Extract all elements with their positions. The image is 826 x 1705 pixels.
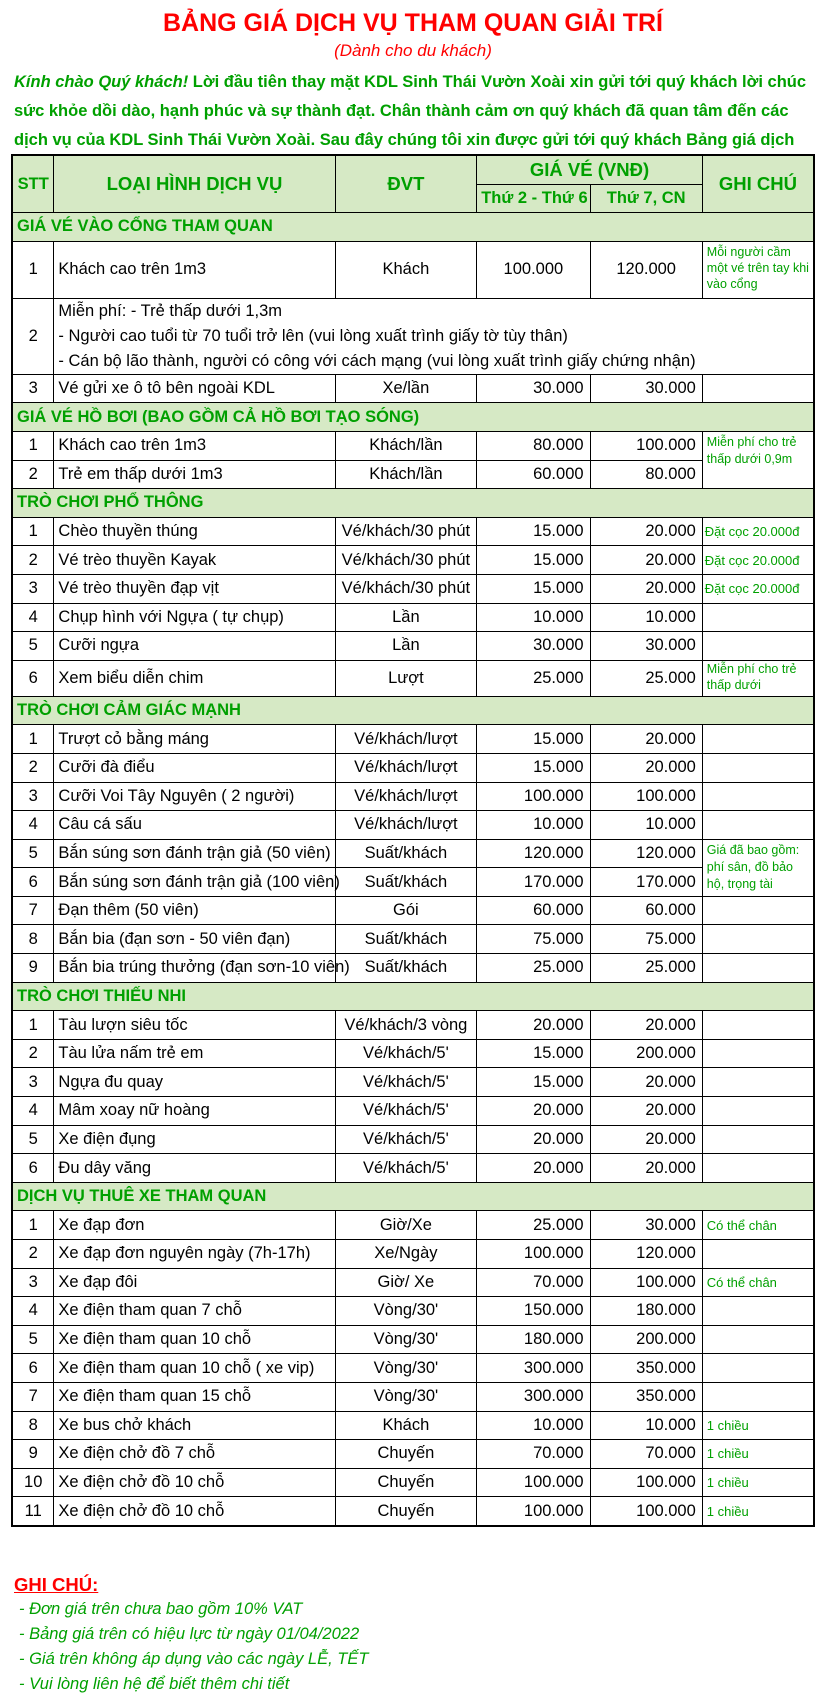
cell-weekday-price: 60.000	[477, 460, 590, 489]
section-row	[13, 1182, 814, 1211]
cell-stt: 1	[13, 1211, 54, 1240]
table-row	[13, 460, 814, 489]
table-row	[13, 1468, 814, 1497]
cell-unit: Xe/Ngày	[335, 1240, 477, 1269]
cell-service: Vé trèo thuyền Kayak	[54, 546, 335, 575]
cell-note: Có thể chân	[702, 1211, 813, 1240]
table-row	[13, 1039, 814, 1068]
cell-weekday-price: 100.000	[477, 241, 590, 298]
cell-service: Xe điện tham quan 7 chỗ	[54, 1297, 335, 1326]
cell-unit: Vé/khách/30 phút	[335, 517, 477, 546]
cell-note	[702, 374, 813, 403]
table-row	[13, 1354, 814, 1383]
table-row	[13, 241, 814, 298]
page-subtitle: (Dành cho du khách)	[334, 41, 492, 60]
cell-stt: 2	[13, 1039, 54, 1068]
price-table-container	[11, 154, 815, 1527]
cell-note	[702, 725, 813, 754]
header-price: GIÁ VÉ (VNĐ)	[477, 156, 703, 185]
table-row	[13, 374, 814, 403]
cell-note	[702, 1068, 813, 1097]
cell-unit: Vé/khách/30 phút	[335, 546, 477, 575]
footer-note-line: - Giá trên không áp dụng vào các ngày LỄ, TẾT	[19, 1650, 369, 1668]
cell-stt: 1	[13, 241, 54, 298]
cell-weekday-price: 150.000	[477, 1297, 590, 1326]
cell-weekday-price: 15.000	[477, 725, 590, 754]
cell-weekend-price: 25.000	[590, 954, 702, 983]
cell-weekday-price: 25.000	[477, 954, 590, 983]
cell-note	[702, 632, 813, 661]
table-row	[13, 1497, 814, 1526]
cell-unit: Chuyến	[335, 1497, 477, 1526]
page-title: BẢNG GIÁ DỊCH VỤ THAM QUAN GIẢI TRÍ	[163, 9, 663, 37]
cell-note	[702, 896, 813, 925]
table-row	[13, 1325, 814, 1354]
table-row	[13, 1268, 814, 1297]
section-title-kids: TRÒ CHƠI THIẾU NHI	[13, 982, 814, 1011]
cell-unit: Vé/khách/5'	[335, 1125, 477, 1154]
cell-weekend-price: 170.000	[590, 868, 702, 897]
cell-note	[702, 1154, 813, 1183]
cell-weekday-price: 180.000	[477, 1325, 590, 1354]
cell-note	[702, 603, 813, 632]
cell-unit: Vé/khách/lượt	[335, 782, 477, 811]
cell-service: Tàu lượn siêu tốc	[54, 1011, 335, 1040]
footer-heading: GHI CHÚ:	[14, 1574, 99, 1595]
cell-weekend-price: 120.000	[590, 1240, 702, 1269]
cell-weekday-price: 25.000	[477, 1211, 590, 1240]
cell-service: Bắn bia (đạn sơn - 50 viên đạn)	[54, 925, 335, 954]
cell-note	[702, 811, 813, 840]
cell-service: Đạn thêm (50 viên)	[54, 896, 335, 925]
table-row	[13, 925, 814, 954]
cell-weekday-price: 100.000	[477, 1497, 590, 1526]
cell-weekday-price: 170.000	[477, 868, 590, 897]
cell-weekend-price: 25.000	[590, 660, 702, 696]
cell-note	[702, 1382, 813, 1411]
cell-weekday-price: 30.000	[477, 632, 590, 661]
cell-weekend-price: 80.000	[590, 460, 702, 489]
table-row	[13, 517, 814, 546]
cell-unit: Giờ/Xe	[335, 1211, 477, 1240]
cell-stt: 5	[13, 1325, 54, 1354]
cell-stt: 4	[13, 811, 54, 840]
cell-weekend-price: 60.000	[590, 896, 702, 925]
cell-weekend-price: 20.000	[590, 1011, 702, 1040]
intro-greeting: Kính chào Quý khách!	[14, 73, 189, 91]
table-row	[13, 632, 814, 661]
cell-service: Cưỡi đà điểu	[54, 753, 335, 782]
table-row	[13, 1382, 814, 1411]
cell-stt: 6	[13, 660, 54, 696]
cell-weekday-price: 20.000	[477, 1097, 590, 1126]
cell-note: Mỗi người cầm một vé trên tay khi vào cổng	[702, 241, 813, 298]
cell-stt: 3	[13, 374, 54, 403]
cell-unit: Vé/khách/lượt	[335, 811, 477, 840]
cell-weekday-price: 120.000	[477, 839, 590, 868]
cell-service: Bắn súng sơn đánh trận giả (100 viên)	[54, 868, 335, 897]
cell-stt: 2	[13, 753, 54, 782]
cell-weekday-price: 100.000	[477, 1240, 590, 1269]
cell-stt: 9	[13, 954, 54, 983]
cell-weekend-price: 30.000	[590, 374, 702, 403]
table-row	[13, 1440, 814, 1469]
cell-unit: Khách	[335, 241, 477, 298]
cell-unit: Khách/lần	[335, 460, 477, 489]
cell-unit: Vòng/30'	[335, 1354, 477, 1383]
section-title-rental: DỊCH VỤ THUÊ XE THAM QUAN	[13, 1182, 814, 1211]
table-row	[13, 753, 814, 782]
table-row	[13, 1154, 814, 1183]
free-entry-line: - Cán bộ lão thành, người có công với cách mạng (vui lòng xuất trình giấy chứng nhận)	[58, 351, 696, 370]
header-service: LOẠI HÌNH DỊCH VỤ	[54, 156, 335, 213]
cell-service: Xe điện đụng	[54, 1125, 335, 1154]
cell-weekday-price: 100.000	[477, 1468, 590, 1497]
cell-weekend-price: 180.000	[590, 1297, 702, 1326]
price-table	[12, 155, 814, 1526]
cell-weekday-price: 15.000	[477, 1039, 590, 1068]
cell-service: Vé trèo thuyền đạp vịt	[54, 574, 335, 603]
cell-weekend-price: 20.000	[590, 753, 702, 782]
cell-weekend-price: 10.000	[590, 1411, 702, 1440]
cell-unit: Vòng/30'	[335, 1325, 477, 1354]
cell-service: Vé gửi xe ô tô bên ngoài KDL	[54, 374, 335, 403]
section-row	[13, 982, 814, 1011]
cell-weekend-price: 20.000	[590, 1097, 702, 1126]
cell-unit: Khách/lần	[335, 431, 477, 460]
cell-weekday-price: 300.000	[477, 1382, 590, 1411]
intro-paragraph	[14, 68, 814, 154]
cell-service: Chụp hình với Ngựa ( tự chụp)	[54, 603, 335, 632]
table-row	[13, 1211, 814, 1240]
cell-service: Bắn súng sơn đánh trận giả (50 viên)	[54, 839, 335, 868]
table-row	[13, 1068, 814, 1097]
cell-weekend-price: 20.000	[590, 574, 702, 603]
table-row	[13, 896, 814, 925]
cell-service: Xe đạp đơn nguyên ngày (7h-17h)	[54, 1240, 335, 1269]
cell-weekend-price: 70.000	[590, 1440, 702, 1469]
cell-unit: Vòng/30'	[335, 1382, 477, 1411]
table-row	[13, 1125, 814, 1154]
cell-unit: Giờ/ Xe	[335, 1268, 477, 1297]
table-row	[13, 1297, 814, 1326]
cell-note: Giá đã bao gồm: phí sân, đồ bảo hộ, trọng tài	[702, 839, 813, 896]
cell-unit: Vé/khách/3 vòng	[335, 1011, 477, 1040]
free-entry-line: - Người cao tuổi từ 70 tuổi trở lên (vui lòng xuất trình giấy tờ tùy thân)	[58, 326, 568, 345]
cell-weekday-price: 15.000	[477, 1068, 590, 1097]
cell-unit: Gói	[335, 896, 477, 925]
footer-note-line: - Bảng giá trên có hiệu lực từ ngày 01/04/2022	[19, 1625, 360, 1643]
cell-service: Xe điện chở đồ 10 chỗ	[54, 1497, 335, 1526]
table-row	[13, 546, 814, 575]
cell-note	[702, 1354, 813, 1383]
cell-weekday-price: 70.000	[477, 1440, 590, 1469]
section-title-thrill: TRÒ CHƠI CẢM GIÁC MẠNH	[13, 696, 814, 725]
cell-weekday-price: 20.000	[477, 1154, 590, 1183]
cell-note: Miễn phí cho trẻ thấp dưới 0,9m	[702, 431, 813, 488]
cell-weekend-price: 20.000	[590, 725, 702, 754]
cell-weekend-price: 75.000	[590, 925, 702, 954]
cell-service: Cưỡi Voi Tây Nguyên ( 2 người)	[54, 782, 335, 811]
cell-stt: 4	[13, 603, 54, 632]
cell-service: Trẻ em thấp dưới 1m3	[54, 460, 335, 489]
cell-service: Câu cá sấu	[54, 811, 335, 840]
cell-weekend-price: 120.000	[590, 839, 702, 868]
header-stt: STT	[13, 156, 54, 213]
cell-stt: 2	[13, 460, 54, 489]
cell-unit: Vé/khách/5'	[335, 1039, 477, 1068]
header-weekend: Thứ 7, CN	[590, 184, 702, 213]
cell-weekday-price: 15.000	[477, 546, 590, 575]
cell-stt: 1	[13, 1011, 54, 1040]
cell-weekday-price: 30.000	[477, 374, 590, 403]
cell-note: 1 chiều	[702, 1440, 813, 1469]
cell-note: 1 chiều	[702, 1411, 813, 1440]
section-title-pool: GIÁ VÉ HỒ BƠI (BAO GỒM CẢ HỒ BƠI TẠO SÓNG)	[13, 403, 814, 432]
cell-note: 1 chiều	[702, 1468, 813, 1497]
cell-stt: 3	[13, 782, 54, 811]
cell-unit: Vé/khách/5'	[335, 1068, 477, 1097]
cell-unit: Khách	[335, 1411, 477, 1440]
cell-service: Xe điện tham quan 15 chỗ	[54, 1382, 335, 1411]
cell-unit: Lần	[335, 603, 477, 632]
section-row	[13, 403, 814, 432]
table-row	[13, 298, 814, 374]
cell-service: Xe đạp đơn	[54, 1211, 335, 1240]
table-row	[13, 839, 814, 868]
cell-unit: Suất/khách	[335, 925, 477, 954]
cell-weekend-price: 120.000	[590, 241, 702, 298]
cell-weekday-price: 75.000	[477, 925, 590, 954]
header-note: GHI CHÚ	[702, 156, 813, 213]
table-row	[13, 811, 814, 840]
cell-weekday-price: 80.000	[477, 431, 590, 460]
cell-free-entry	[54, 298, 814, 374]
intro-body: Lời đầu tiên thay mặt KDL Sinh Thái Vườn Xoài xin gửi tới quý khách lời chúc sức khỏe dồi dào, hạnh phúc và sự thành đạt. Chân thành cảm ơn quý khách đã quan tâm đến các dịch vụ của KDL Sinh Thái Vườn Xoài. Sau đây chúng tôi xin được gửi tới quý khách Bảng giá dịch	[14, 73, 807, 149]
footer-note-line: - Đơn giá trên chưa bao gồm 10% VAT	[19, 1600, 303, 1618]
cell-note	[702, 954, 813, 983]
cell-service: Xe điện chở đồ 7 chỗ	[54, 1440, 335, 1469]
cell-note	[702, 753, 813, 782]
cell-stt: 7	[13, 896, 54, 925]
cell-note	[702, 1240, 813, 1269]
table-row	[13, 603, 814, 632]
cell-weekend-price: 100.000	[590, 1497, 702, 1526]
cell-weekend-price: 100.000	[590, 1268, 702, 1297]
cell-stt: 6	[13, 1154, 54, 1183]
cell-unit: Xe/lần	[335, 374, 477, 403]
cell-weekend-price: 20.000	[590, 1154, 702, 1183]
cell-weekday-price: 10.000	[477, 603, 590, 632]
cell-stt: 4	[13, 1297, 54, 1326]
cell-weekend-price: 350.000	[590, 1382, 702, 1411]
cell-stt: 1	[13, 431, 54, 460]
cell-weekday-price: 20.000	[477, 1125, 590, 1154]
cell-unit: Vé/khách/5'	[335, 1097, 477, 1126]
table-row	[13, 431, 814, 460]
section-title-gate: GIÁ VÉ VÀO CỔNG THAM QUAN	[13, 213, 814, 242]
cell-note	[702, 1325, 813, 1354]
table-row	[13, 574, 814, 603]
cell-weekend-price: 20.000	[590, 546, 702, 575]
cell-note	[702, 1011, 813, 1040]
cell-note	[702, 1097, 813, 1126]
cell-note: Đặt cọc 20.000đ	[702, 574, 813, 603]
cell-unit: Lần	[335, 632, 477, 661]
cell-weekend-price: 10.000	[590, 811, 702, 840]
cell-unit: Chuyến	[335, 1440, 477, 1469]
cell-weekday-price: 25.000	[477, 660, 590, 696]
cell-weekend-price: 100.000	[590, 1468, 702, 1497]
table-row	[13, 782, 814, 811]
cell-unit: Suất/khách	[335, 954, 477, 983]
cell-service: Đu dây văng	[54, 1154, 335, 1183]
cell-stt: 1	[13, 517, 54, 546]
table-row	[13, 725, 814, 754]
cell-unit: Vé/khách/lượt	[335, 753, 477, 782]
section-row	[13, 213, 814, 242]
table-row	[13, 954, 814, 983]
cell-stt: 2	[13, 1240, 54, 1269]
cell-unit: Suất/khách	[335, 839, 477, 868]
cell-stt: 6	[13, 868, 54, 897]
cell-service: Xe điện chở đồ 10 chỗ	[54, 1468, 335, 1497]
cell-stt: 2	[13, 546, 54, 575]
cell-unit: Vé/khách/30 phút	[335, 574, 477, 603]
cell-stt: 5	[13, 1125, 54, 1154]
cell-weekend-price: 100.000	[590, 782, 702, 811]
cell-service: Mâm xoay nữ hoàng	[54, 1097, 335, 1126]
footer-notes	[14, 1573, 814, 1697]
section-row	[13, 696, 814, 725]
cell-weekend-price: 200.000	[590, 1325, 702, 1354]
cell-weekday-price: 15.000	[477, 574, 590, 603]
cell-unit: Chuyến	[335, 1468, 477, 1497]
cell-service: Trượt cỏ bằng máng	[54, 725, 335, 754]
cell-note: Đặt cọc 20.000đ	[702, 546, 813, 575]
table-row	[13, 868, 814, 897]
cell-service: Xe đạp đôi	[54, 1268, 335, 1297]
cell-note	[702, 925, 813, 954]
cell-stt: 7	[13, 1382, 54, 1411]
table-row	[13, 660, 814, 696]
cell-weekend-price: 10.000	[590, 603, 702, 632]
cell-stt: 9	[13, 1440, 54, 1469]
cell-stt: 3	[13, 574, 54, 603]
cell-unit: Lượt	[335, 660, 477, 696]
cell-weekday-price: 100.000	[477, 782, 590, 811]
cell-note: Đặt cọc 20.000đ	[702, 517, 813, 546]
cell-note: Miễn phí cho trẻ thấp dưới	[702, 660, 813, 696]
footer-note-line: - Vui lòng liên hệ để biết thêm chi tiết	[19, 1675, 290, 1693]
cell-stt: 8	[13, 1411, 54, 1440]
cell-weekend-price: 350.000	[590, 1354, 702, 1383]
free-entry-line: Miễn phí: - Trẻ thấp dưới 1,3m	[58, 301, 283, 320]
cell-weekend-price: 100.000	[590, 431, 702, 460]
cell-stt: 10	[13, 1468, 54, 1497]
header-weekday: Thứ 2 - Thứ 6	[477, 184, 590, 213]
cell-weekday-price: 10.000	[477, 811, 590, 840]
cell-service: Xe bus chở khách	[54, 1411, 335, 1440]
cell-weekday-price: 15.000	[477, 517, 590, 546]
cell-service: Khách cao trên 1m3	[54, 431, 335, 460]
cell-weekday-price: 15.000	[477, 753, 590, 782]
cell-service: Xe điện tham quan 10 chỗ	[54, 1325, 335, 1354]
cell-stt: 1	[13, 725, 54, 754]
cell-weekend-price: 20.000	[590, 1125, 702, 1154]
table-row	[13, 1011, 814, 1040]
cell-weekday-price: 300.000	[477, 1354, 590, 1383]
table-row	[13, 1411, 814, 1440]
cell-note: Có thể chân	[702, 1268, 813, 1297]
cell-stt: 8	[13, 925, 54, 954]
cell-weekend-price: 20.000	[590, 1068, 702, 1097]
cell-stt: 11	[13, 1497, 54, 1526]
cell-note	[702, 1125, 813, 1154]
cell-weekend-price: 30.000	[590, 1211, 702, 1240]
cell-unit: Vé/khách/5'	[335, 1154, 477, 1183]
table-row	[13, 1097, 814, 1126]
cell-weekend-price: 20.000	[590, 517, 702, 546]
cell-note	[702, 1039, 813, 1068]
cell-note: 1 chiều	[702, 1497, 813, 1526]
cell-service: Cưỡi ngựa	[54, 632, 335, 661]
cell-stt: 5	[13, 839, 54, 868]
cell-note	[702, 782, 813, 811]
cell-stt: 5	[13, 632, 54, 661]
cell-service: Tàu lửa nấm trẻ em	[54, 1039, 335, 1068]
cell-stt: 3	[13, 1068, 54, 1097]
cell-unit: Suất/khách	[335, 868, 477, 897]
cell-unit: Vé/khách/lượt	[335, 725, 477, 754]
cell-stt: 4	[13, 1097, 54, 1126]
cell-service: Xe điện tham quan 10 chỗ ( xe vip)	[54, 1354, 335, 1383]
cell-weekday-price: 70.000	[477, 1268, 590, 1297]
section-title-common: TRÒ CHƠI PHỔ THÔNG	[13, 489, 814, 518]
table-row	[13, 1240, 814, 1269]
cell-service: Khách cao trên 1m3	[54, 241, 335, 298]
cell-weekday-price: 20.000	[477, 1011, 590, 1040]
cell-service: Xem biểu diễn chim	[54, 660, 335, 696]
cell-unit: Vòng/30'	[335, 1297, 477, 1326]
cell-service: Bắn bia trúng thưởng (đạn sơn-10 viên)	[54, 954, 335, 983]
section-row	[13, 489, 814, 518]
cell-stt: 3	[13, 1268, 54, 1297]
cell-weekend-price: 30.000	[590, 632, 702, 661]
cell-stt: 6	[13, 1354, 54, 1383]
cell-service: Ngựa đu quay	[54, 1068, 335, 1097]
header-unit: ĐVT	[335, 156, 477, 213]
cell-note	[702, 1297, 813, 1326]
cell-stt: 2	[13, 298, 54, 374]
cell-service: Chèo thuyền thúng	[54, 517, 335, 546]
cell-weekday-price: 10.000	[477, 1411, 590, 1440]
cell-weekday-price: 60.000	[477, 896, 590, 925]
cell-weekend-price: 200.000	[590, 1039, 702, 1068]
